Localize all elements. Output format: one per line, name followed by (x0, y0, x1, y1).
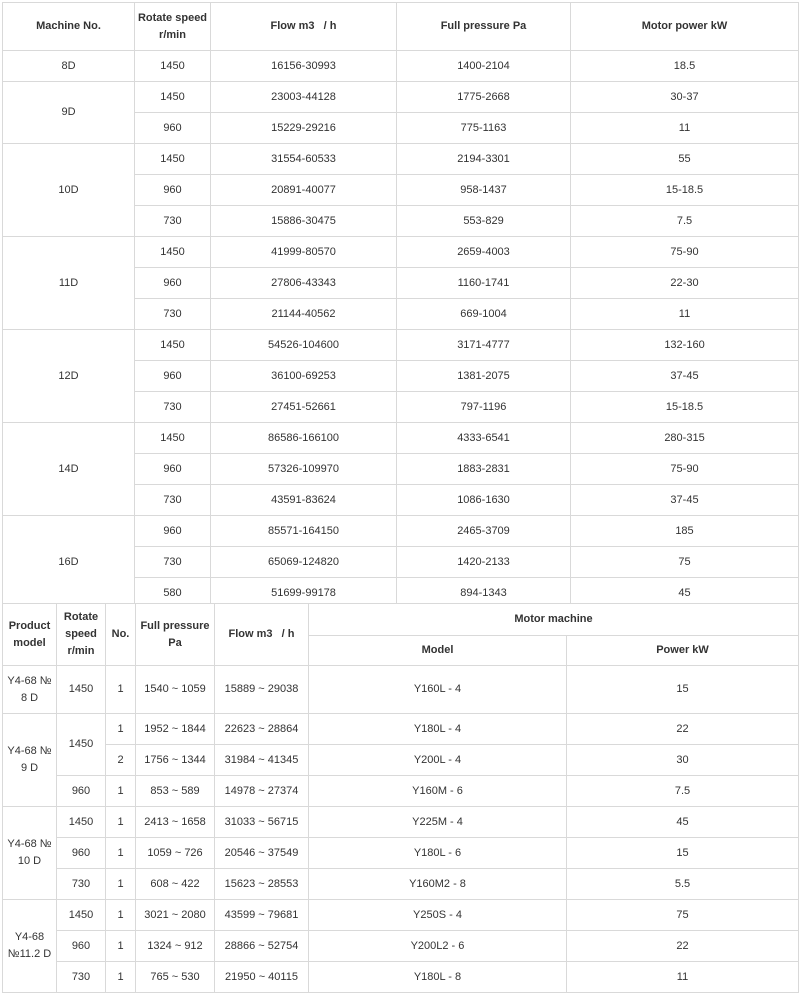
table-row (3, 807, 799, 838)
header-flow: Flow m3 / h (215, 604, 309, 666)
power-cell: 15-18.5 (571, 175, 799, 206)
speed-cell: 1450 (57, 714, 106, 776)
speed-cell: 960 (135, 361, 211, 392)
speed-cell: 960 (135, 516, 211, 547)
product-model-cell: Y4-68 № 9 D (3, 714, 57, 807)
pressure-cell: 1540 ~ 1059 (136, 666, 215, 714)
no-cell: 2 (106, 745, 136, 776)
flow-cell: 28866 ~ 52754 (215, 931, 309, 962)
power-cell: 55 (571, 144, 799, 175)
header-product-model: Product model (3, 604, 57, 666)
speed-cell: 730 (57, 869, 106, 900)
power-cell: 22-30 (571, 268, 799, 299)
power-cell: 11 (571, 299, 799, 330)
pressure-cell: 1324 ~ 912 (136, 931, 215, 962)
table-row (3, 900, 799, 931)
machine-no-cell: 10D (3, 144, 135, 237)
power-cell: 30 (567, 745, 799, 776)
header-model: Model (309, 636, 567, 666)
speed-cell: 1450 (57, 900, 106, 931)
speed-cell: 730 (135, 299, 211, 330)
table-row (3, 838, 799, 869)
power-cell: 7.5 (567, 776, 799, 807)
power-cell: 132-160 (571, 330, 799, 361)
pressure-cell: 1775-2668 (397, 82, 571, 113)
header-motor-power: Motor power kW (571, 3, 799, 51)
speed-cell: 960 (135, 454, 211, 485)
no-cell: 1 (106, 807, 136, 838)
pressure-cell: 894-1343 (397, 578, 571, 609)
product-model-table (2, 603, 799, 993)
no-cell: 1 (106, 838, 136, 869)
pressure-cell: 1952 ~ 1844 (136, 714, 215, 745)
speed-cell: 730 (135, 485, 211, 516)
pressure-cell: 853 ~ 589 (136, 776, 215, 807)
motor-model-cell: Y250S - 4 (309, 900, 567, 931)
flow-cell: 20546 ~ 37549 (215, 838, 309, 869)
power-cell: 22 (567, 931, 799, 962)
speed-cell: 1450 (135, 330, 211, 361)
power-cell: 75 (567, 900, 799, 931)
pressure-cell: 1160-1741 (397, 268, 571, 299)
table-header-row (3, 604, 799, 636)
power-cell: 30-37 (571, 82, 799, 113)
motor-model-cell: Y160L - 4 (309, 666, 567, 714)
machine-no-cell: 8D (3, 51, 135, 82)
flow-cell: 14978 ~ 27374 (215, 776, 309, 807)
machine-no-cell: 9D (3, 82, 135, 144)
header-power: Power kW (567, 636, 799, 666)
motor-model-cell: Y200L - 4 (309, 745, 567, 776)
product-model-cell: Y4-68 №11.2 D (3, 900, 57, 993)
pressure-cell: 2659-4003 (397, 237, 571, 268)
machine-specs-body (3, 51, 799, 609)
pressure-cell: 765 ~ 530 (136, 962, 215, 993)
header-no: No. (106, 604, 136, 666)
table-row (3, 82, 799, 113)
power-cell: 45 (567, 807, 799, 838)
power-cell: 5.5 (567, 869, 799, 900)
table-row (3, 714, 799, 745)
flow-cell: 41999-80570 (211, 237, 397, 268)
flow-cell: 43599 ~ 79681 (215, 900, 309, 931)
flow-cell: 51699-99178 (211, 578, 397, 609)
speed-cell: 960 (135, 175, 211, 206)
header-full-pressure: Full pressure Pa (136, 604, 215, 666)
flow-cell: 15889 ~ 29038 (215, 666, 309, 714)
pressure-cell: 1756 ~ 1344 (136, 745, 215, 776)
pressure-cell: 2194-3301 (397, 144, 571, 175)
machine-no-cell: 12D (3, 330, 135, 423)
flow-cell: 22623 ~ 28864 (215, 714, 309, 745)
power-cell: 11 (571, 113, 799, 144)
table-row (3, 423, 799, 454)
flow-cell: 27451-52661 (211, 392, 397, 423)
power-cell: 37-45 (571, 485, 799, 516)
product-model-body (3, 666, 799, 993)
power-cell: 15-18.5 (571, 392, 799, 423)
speed-cell: 1450 (57, 807, 106, 838)
speed-cell: 960 (57, 776, 106, 807)
power-cell: 280-315 (571, 423, 799, 454)
flow-cell: 57326-109970 (211, 454, 397, 485)
header-rotate-speed: Rotate speed r/min (57, 604, 106, 666)
pressure-cell: 797-1196 (397, 392, 571, 423)
speed-cell: 1450 (135, 144, 211, 175)
no-cell: 1 (106, 666, 136, 714)
flow-cell: 85571-164150 (211, 516, 397, 547)
flow-cell: 15623 ~ 28553 (215, 869, 309, 900)
pressure-cell: 775-1163 (397, 113, 571, 144)
speed-cell: 730 (57, 962, 106, 993)
speed-cell: 1450 (57, 666, 106, 714)
pressure-cell: 608 ~ 422 (136, 869, 215, 900)
pressure-cell: 1086-1630 (397, 485, 571, 516)
flow-cell: 16156-30993 (211, 51, 397, 82)
flow-cell: 36100-69253 (211, 361, 397, 392)
power-cell: 185 (571, 516, 799, 547)
motor-model-cell: Y200L2 - 6 (309, 931, 567, 962)
motor-model-cell: Y180L - 8 (309, 962, 567, 993)
flow-cell: 31984 ~ 41345 (215, 745, 309, 776)
header-motor-machine: Motor machine (309, 604, 799, 636)
table-row (3, 962, 799, 993)
power-cell: 75 (571, 547, 799, 578)
flow-cell: 20891-40077 (211, 175, 397, 206)
machine-specs-table (2, 2, 799, 609)
motor-model-cell: Y160M - 6 (309, 776, 567, 807)
flow-cell: 21950 ~ 40115 (215, 962, 309, 993)
machine-no-cell: 16D (3, 516, 135, 609)
table-row (3, 745, 799, 776)
pressure-cell: 1420-2133 (397, 547, 571, 578)
flow-cell: 21144-40562 (211, 299, 397, 330)
table-row (3, 869, 799, 900)
flow-cell: 23003-44128 (211, 82, 397, 113)
power-cell: 75-90 (571, 237, 799, 268)
motor-model-cell: Y180L - 4 (309, 714, 567, 745)
pressure-cell: 553-829 (397, 206, 571, 237)
power-cell: 18.5 (571, 51, 799, 82)
speed-cell: 960 (57, 931, 106, 962)
speed-cell: 960 (135, 268, 211, 299)
table-row (3, 931, 799, 962)
header-rotate-speed: Rotate speed r/min (135, 3, 211, 51)
table-row (3, 330, 799, 361)
flow-cell: 54526-104600 (211, 330, 397, 361)
no-cell: 1 (106, 714, 136, 745)
flow-cell: 65069-124820 (211, 547, 397, 578)
flow-cell: 27806-43343 (211, 268, 397, 299)
flow-cell: 31554-60533 (211, 144, 397, 175)
power-cell: 22 (567, 714, 799, 745)
pressure-cell: 4333-6541 (397, 423, 571, 454)
no-cell: 1 (106, 776, 136, 807)
speed-cell: 730 (135, 547, 211, 578)
table-row (3, 516, 799, 547)
power-cell: 11 (567, 962, 799, 993)
table-row (3, 237, 799, 268)
speed-cell: 1450 (135, 237, 211, 268)
flow-cell: 15229-29216 (211, 113, 397, 144)
header-full-pressure: Full pressure Pa (397, 3, 571, 51)
speed-cell: 960 (57, 838, 106, 869)
speed-cell: 730 (135, 206, 211, 237)
motor-model-cell: Y160M2 - 8 (309, 869, 567, 900)
table-header-row (3, 3, 799, 51)
pressure-cell: 1400-2104 (397, 51, 571, 82)
header-flow: Flow m3 / h (211, 3, 397, 51)
flow-cell: 86586-166100 (211, 423, 397, 454)
pressure-cell: 1381-2075 (397, 361, 571, 392)
table-row (3, 144, 799, 175)
no-cell: 1 (106, 962, 136, 993)
pressure-cell: 958-1437 (397, 175, 571, 206)
speed-cell: 960 (135, 113, 211, 144)
no-cell: 1 (106, 869, 136, 900)
machine-no-cell: 14D (3, 423, 135, 516)
machine-no-cell: 11D (3, 237, 135, 330)
table-row (3, 776, 799, 807)
speed-cell: 1450 (135, 82, 211, 113)
flow-cell: 43591-83624 (211, 485, 397, 516)
power-cell: 75-90 (571, 454, 799, 485)
motor-model-cell: Y180L - 6 (309, 838, 567, 869)
pressure-cell: 3021 ~ 2080 (136, 900, 215, 931)
pressure-cell: 1883-2831 (397, 454, 571, 485)
product-model-cell: Y4-68 № 10 D (3, 807, 57, 900)
speed-cell: 1450 (135, 423, 211, 454)
pressure-cell: 1059 ~ 726 (136, 838, 215, 869)
speed-cell: 730 (135, 392, 211, 423)
power-cell: 45 (571, 578, 799, 609)
power-cell: 37-45 (571, 361, 799, 392)
power-cell: 7.5 (571, 206, 799, 237)
speed-cell: 580 (135, 578, 211, 609)
motor-model-cell: Y225M - 4 (309, 807, 567, 838)
flow-cell: 31033 ~ 56715 (215, 807, 309, 838)
no-cell: 1 (106, 900, 136, 931)
power-cell: 15 (567, 666, 799, 714)
table-row (3, 666, 799, 714)
pressure-cell: 669-1004 (397, 299, 571, 330)
pressure-cell: 2413 ~ 1658 (136, 807, 215, 838)
no-cell: 1 (106, 931, 136, 962)
product-model-cell: Y4-68 № 8 D (3, 666, 57, 714)
pressure-cell: 2465-3709 (397, 516, 571, 547)
pressure-cell: 3171-4777 (397, 330, 571, 361)
header-machine-no: Machine No. (3, 3, 135, 51)
table-row (3, 51, 799, 82)
flow-cell: 15886-30475 (211, 206, 397, 237)
power-cell: 15 (567, 838, 799, 869)
speed-cell: 1450 (135, 51, 211, 82)
